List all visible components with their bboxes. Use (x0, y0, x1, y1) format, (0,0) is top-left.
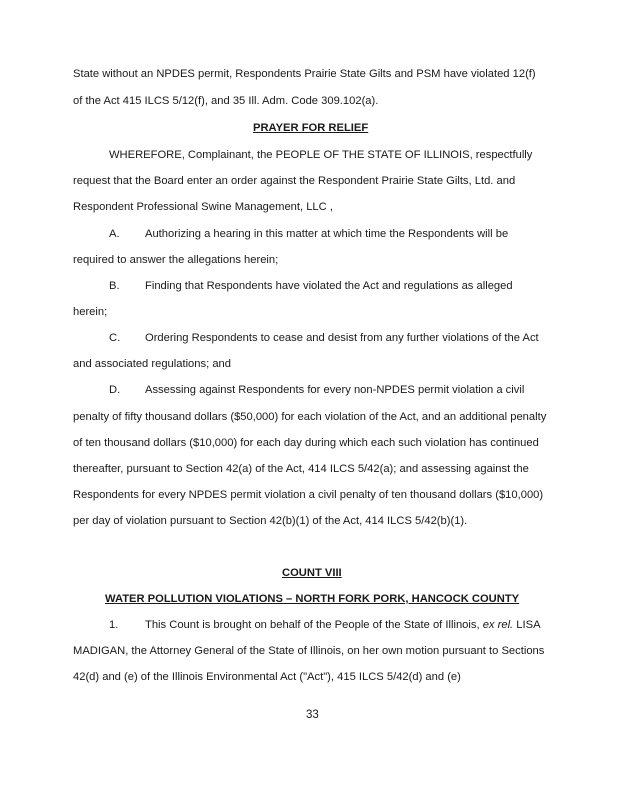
text-line: Finding that Respondents have violated the Act and regulations as alleged (145, 280, 513, 292)
text-line: 42(d) and (e) of the Illinois Environmental Act ("Act"), 415 ILCS 5/42(d) and (e) (73, 671, 461, 683)
text-line (145, 618, 541, 632)
text-line: herein; (73, 306, 108, 318)
text-line: of ten thousand dollars ($10,000) for each day during which each such violation has continued (73, 437, 539, 449)
text-line: MADIGAN, the Attorney General of the State of Illinois, on her own motion pursuant to Sections (73, 645, 545, 657)
text-line: State without an NPDES permit, Respondents Prairie State Gilts and PSM have violated 12(f) (73, 68, 536, 80)
text-line: Respondent Professional Swine Management, LLC , (73, 201, 333, 213)
text-line: Assessing against Respondents for every non-NPDES permit violation a civil (145, 384, 525, 396)
item-marker-c: C. (109, 332, 121, 344)
text-line: of the Act 415 ILCS 5/12(f), and 35 Ill. Adm. Code 309.102(a). (73, 95, 379, 107)
text-line: Respondents for every NPDES permit violation a civil penalty of ten thousand dollars ($10,000) (73, 489, 544, 501)
text-line: WHEREFORE, Complainant, the PEOPLE OF THE STATE OF ILLINOIS, respectfully (109, 149, 533, 161)
text-segment: LISA (513, 619, 541, 631)
item-marker-b: B. (109, 280, 120, 292)
text-line: thereafter, pursuant to Section 42(a) of the Act, 414 ILCS 5/42(a); and assessing against the (73, 463, 529, 475)
item-marker-a: A. (109, 228, 120, 240)
text-segment: This Count is brought on behalf of the People of the State of Illinois, (145, 619, 483, 631)
text-line: request that the Board enter an order against the Respondent Prairie State Gilts, Ltd. and (73, 175, 516, 187)
water-pollution-heading: WATER POLLUTION VIOLATIONS – NORTH FORK PORK, HANCOCK COUNTY (105, 593, 520, 605)
count-heading: COUNT VIII (282, 567, 342, 579)
text-line: penalty of fifty thousand dollars ($50,000) for each violation of the Act, and an additional penalty (73, 411, 547, 423)
text-line: per day of violation pursuant to Section 42(b)(1) of the Act, 414 ILCS 5/42(b)(1). (73, 515, 468, 527)
item-marker-d: D. (109, 384, 121, 396)
page-number: 33 (306, 709, 319, 721)
text-line: Authorizing a hearing in this matter at which time the Respondents will be (145, 228, 509, 240)
text-line: and associated regulations; and (73, 358, 231, 370)
text-line: Ordering Respondents to cease and desist from any further violations of the Act (145, 332, 539, 344)
italic-text: ex rel. (482, 619, 514, 631)
paragraph-number: 1. (109, 619, 119, 631)
text-line: required to answer the allegations herein; (73, 254, 279, 266)
prayer-for-relief-heading: PRAYER FOR RELIEF (253, 122, 369, 134)
